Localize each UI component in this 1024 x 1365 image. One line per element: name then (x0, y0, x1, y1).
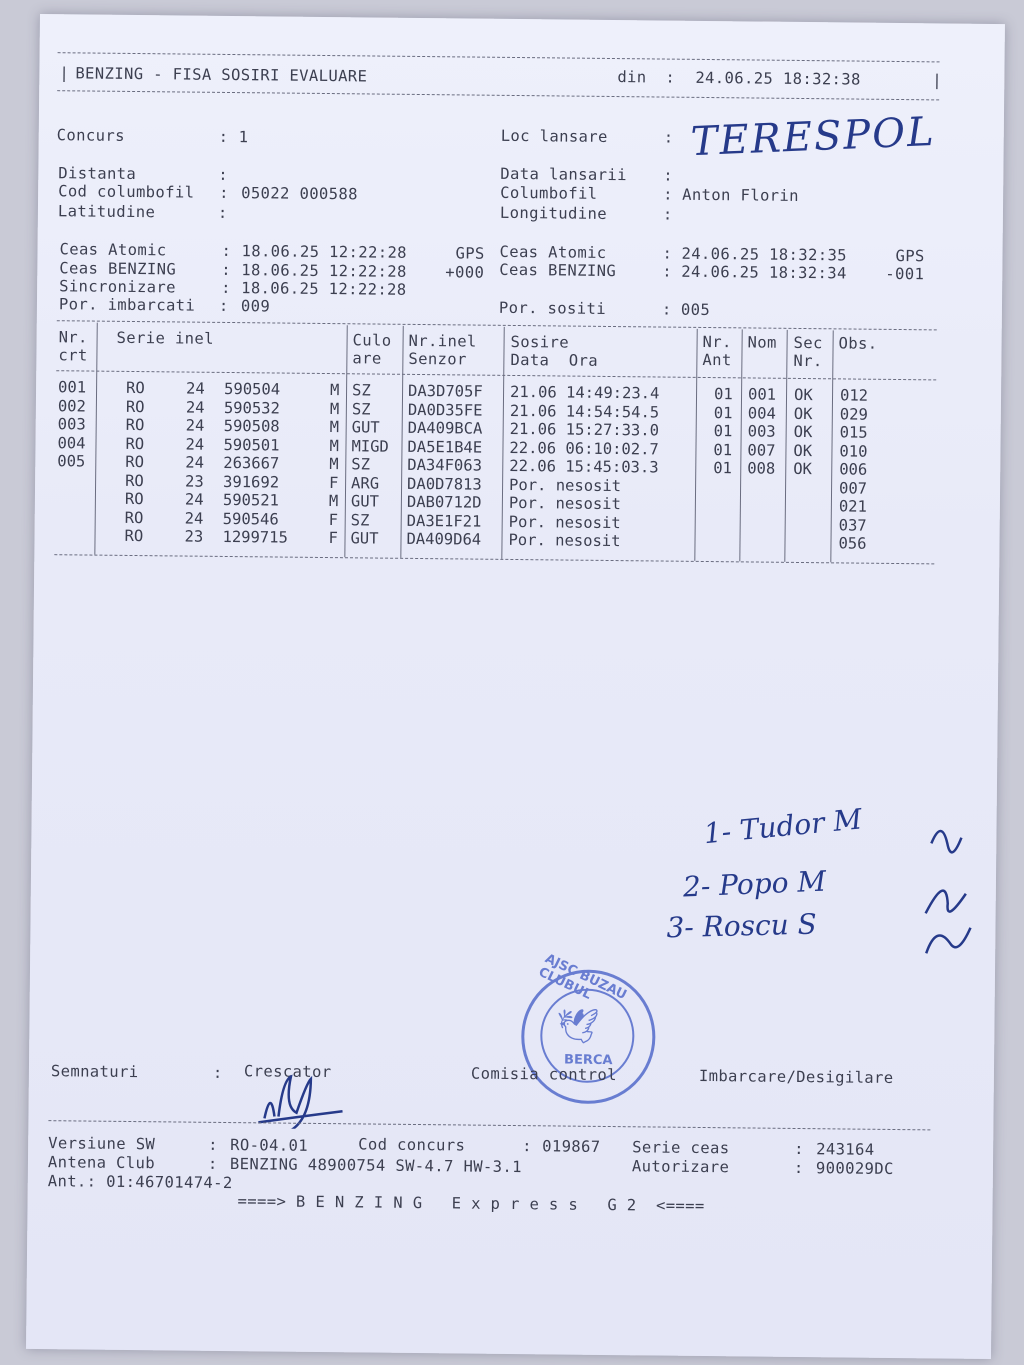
th-sec-2: Nr. (793, 351, 823, 371)
th-sec-1: Sec (793, 333, 823, 353)
antena-value: BENZING 48900754 SW-4.7 HW-3.1 (229, 1155, 523, 1177)
colon: : (662, 205, 673, 224)
latitudine-label: Latitudine (57, 202, 156, 222)
cell-inel: 590521 (222, 490, 280, 510)
ceas-benzing-start-label: Ceas BENZING (59, 259, 177, 279)
cell-sex: M (328, 492, 339, 511)
cell-nr: 002 (57, 396, 86, 416)
cell-sex: F (329, 473, 339, 492)
cell-inel: 590504 (223, 379, 281, 399)
cell-inel: 263667 (223, 453, 280, 473)
ceas-benzing-start: 18.06.25 12:22:28 (241, 261, 407, 281)
cell-nom: 001 (747, 385, 777, 404)
cell-an: 24 (184, 490, 204, 509)
ceas-atomic-end-label: Ceas Atomic (499, 242, 607, 262)
cell-nom: 007 (747, 440, 776, 460)
por-imbarcati-label: Por. imbarcati (58, 295, 196, 315)
handwritten-note: 1- Tudor M (702, 802, 864, 851)
cell-an: 24 (184, 509, 204, 528)
ceas-benzing-start-extra: +000 (445, 263, 485, 282)
colon: : (662, 262, 673, 281)
versiune-value: RO-04.01 (230, 1136, 309, 1155)
cell-cul: SZ (351, 455, 371, 474)
colon: : (218, 127, 229, 146)
ceas-atomic-end-extra: GPS (895, 246, 925, 266)
cell-an: 24 (185, 453, 205, 472)
cell-sec: OK (793, 422, 813, 442)
cell-inel: 590508 (223, 416, 280, 436)
benzing-banner: ====> B E N Z I N G E x p r e s s G 2 <==== (237, 1192, 705, 1216)
longitudine-label: Longitudine (499, 203, 608, 223)
cell-ant: 01 (713, 422, 733, 441)
cell-an: 24 (185, 435, 205, 454)
serie-ceas-label: Serie ceas (632, 1138, 730, 1158)
th-nr-ant-1: Nr. (702, 332, 732, 352)
cell-obs: 007 (838, 478, 868, 498)
cod-columbofil-value: 05022 000588 (241, 184, 359, 204)
colon: : (661, 300, 672, 319)
printout-sheet (26, 14, 1005, 1359)
cell-inel: 391692 (223, 472, 280, 492)
col-divider (830, 330, 833, 562)
cell-cul: GUT (350, 529, 379, 548)
cell-ant: 01 (713, 385, 733, 404)
data-lansarii-label: Data lansarii (500, 164, 627, 185)
th-crt: crt (58, 346, 88, 365)
colon: : (221, 260, 232, 280)
cell-inel: 590501 (223, 435, 280, 455)
th-obs: Obs. (838, 334, 878, 353)
table-bottom-border (54, 554, 934, 564)
cell-senzor: DA3D705F (407, 381, 483, 401)
cell-cul: GUT (350, 492, 380, 511)
cell-obs: 021 (838, 497, 867, 516)
ceas-benzing-end-label: Ceas BENZING (499, 260, 617, 281)
cell-tara: RO (125, 378, 145, 398)
loc-lansare-handwritten: TERESPOL (689, 108, 937, 166)
cell-sosire: 21.06 14:49:23.4 (509, 382, 660, 403)
cell-tara: RO (124, 489, 144, 509)
col-divider (501, 327, 504, 559)
cell-tara: RO (125, 415, 145, 435)
versiune-label: Versiune SW (48, 1134, 156, 1154)
cell-senzor: DA0D35FE (407, 400, 483, 420)
th-culoare-2: are (352, 349, 382, 368)
cell-cul: SZ (351, 381, 371, 400)
handwritten-initials (920, 803, 982, 964)
serie-ceas-value: 243164 (816, 1140, 875, 1159)
col-divider (94, 323, 97, 555)
header-bar-right: | (932, 71, 943, 90)
cell-nr: 001 (57, 378, 87, 397)
cell-tara: RO (124, 526, 144, 546)
col-divider (739, 329, 742, 561)
cell-tara: RO (124, 508, 144, 527)
cell-cul: MIGD (351, 436, 389, 456)
sincronizare-label: Sincronizare (59, 277, 177, 297)
th-nom: Nom (747, 333, 777, 352)
colon: : (663, 128, 674, 147)
cell-senzor: DA34F063 (407, 455, 483, 475)
date-colon: : (665, 68, 676, 87)
crescator-label: Crescator (243, 1062, 332, 1082)
colon: : (522, 1137, 532, 1156)
stamp-bottom-text: BERCA (563, 1052, 613, 1069)
cell-sex: M (329, 381, 340, 400)
cell-nom: 004 (747, 403, 776, 423)
initials-stroke (925, 831, 971, 954)
colon: : (221, 241, 232, 261)
por-imbarcati-value: 009 (240, 297, 271, 316)
cell-ant: 01 (713, 440, 733, 459)
autorizare-value: 900029DC (815, 1159, 894, 1179)
print-date: 24.06.25 18:32:38 (695, 68, 861, 89)
por-sositi-label: Por. sositi (498, 298, 607, 318)
cell-cul: ARG (351, 473, 380, 493)
cell-sosire: Por. nesosit (508, 512, 621, 532)
antena-id: Ant.: 01:46701474-2 (47, 1172, 233, 1193)
loc-lansare-label: Loc lansare (500, 126, 608, 146)
cod-columbofil-label: Cod columbofil (58, 182, 195, 202)
cell-obs: 012 (839, 386, 869, 405)
cell-sec: OK (793, 385, 813, 405)
stamp-top-text: AJSC BUZAU CLUBUL (536, 951, 629, 1004)
colon: : (794, 1139, 804, 1159)
cell-obs: 010 (839, 441, 868, 461)
cell-senzor: DA0D7813 (407, 474, 482, 494)
colon: : (662, 244, 673, 263)
cell-sosire: 21.06 15:27:33.0 (509, 419, 660, 440)
cell-sec: OK (793, 459, 813, 479)
cell-cul: GUT (351, 418, 380, 437)
cell-senzor: DA5E1B4E (407, 437, 483, 457)
page-title: BENZING - FISA SOSIRI EVALUARE (75, 64, 368, 86)
colon: : (217, 203, 228, 222)
cell-sex: F (328, 510, 339, 529)
colon: : (663, 185, 673, 204)
cell-tara: RO (125, 434, 145, 453)
crescator-signature (256, 1068, 347, 1129)
cell-ant: 01 (713, 403, 733, 422)
colon: : (218, 165, 229, 184)
columbofil-label: Columbofil (500, 183, 598, 203)
colon: : (221, 278, 231, 298)
cell-nom: 003 (747, 422, 776, 441)
cell-obs: 006 (839, 460, 868, 479)
col-divider (784, 330, 787, 562)
cell-an: 24 (185, 379, 205, 398)
colon: : (207, 1154, 218, 1173)
cod-concurs-label: Cod concurs (358, 1135, 466, 1155)
concurs-value: 1 (238, 128, 249, 147)
th-serie-inel: Serie inel (116, 328, 215, 348)
colon: : (793, 1158, 804, 1178)
colon: : (218, 296, 229, 315)
ceas-benzing-end-extra: -001 (885, 264, 925, 284)
autorizare-label: Autorizare (631, 1157, 730, 1177)
handwritten-note: 3- Roscu S (666, 907, 818, 945)
th-sosire: Sosire (510, 332, 570, 352)
colon: : (219, 183, 229, 202)
cell-sex: M (329, 436, 339, 455)
cell-sosire: 22.06 15:45:03.3 (509, 456, 659, 477)
cell-tara: RO (125, 397, 145, 416)
cell-tara: RO (125, 471, 144, 490)
ceas-atomic-end: 24.06.25 18:32:35 (681, 244, 848, 265)
cell-obs: 056 (838, 534, 867, 553)
signature-stroke (258, 1076, 343, 1129)
cell-inel: 590532 (223, 398, 280, 418)
cell-cul: SZ (351, 399, 371, 418)
cell-nr: 004 (57, 433, 86, 452)
cell-an: 24 (185, 398, 205, 417)
th-nr-inel: Nr.inel (408, 331, 477, 351)
th-nr: Nr. (58, 328, 88, 347)
th-culoare-1: Culo (352, 331, 392, 350)
header-bar-left: | (59, 64, 70, 83)
colon: : (663, 166, 674, 185)
antena-label: Antena Club (47, 1153, 156, 1173)
cell-cul: SZ (350, 510, 370, 529)
cell-obs: 015 (839, 423, 868, 442)
ceas-atomic-start: 18.06.25 12:22:28 (241, 242, 408, 262)
col-divider (344, 325, 347, 557)
cod-concurs-value: 019867 (542, 1137, 601, 1156)
cell-sec: OK (793, 404, 813, 423)
club-stamp (521, 951, 656, 1104)
columbofil-value: Anton Florin (682, 185, 800, 205)
cell-sex: F (328, 529, 338, 548)
ceas-atomic-start-label: Ceas Atomic (59, 240, 167, 260)
header-top-border (58, 52, 940, 62)
cell-sosire: Por. nesosit (508, 493, 621, 514)
sincronizare-value: 18.06.25 12:22:28 (241, 279, 407, 299)
cell-obs: 029 (839, 404, 868, 424)
cell-sosire: 21.06 14:54:54.5 (509, 401, 660, 422)
cell-senzor: DA409D64 (406, 529, 482, 549)
colon: : (208, 1135, 218, 1154)
cell-sex: M (329, 418, 340, 437)
cell-nr: 003 (57, 415, 86, 434)
header-bottom-border (57, 90, 939, 100)
ceas-benzing-end: 24.06.25 18:32:34 (681, 262, 847, 283)
cell-inel: 1299715 (222, 527, 288, 547)
handwritten-note: 2- Popo M (682, 864, 827, 904)
distanta-label: Distanta (58, 164, 137, 184)
footer-top-border (48, 1120, 930, 1130)
cell-sosire: 22.06 06:10:02.7 (509, 438, 659, 459)
cell-sex: M (329, 399, 340, 418)
th-data-ora: Data Ora (510, 350, 599, 370)
cell-obs: 037 (838, 515, 867, 535)
colon: : (212, 1063, 223, 1082)
cell-nr: 005 (57, 452, 86, 471)
cell-inel: 590546 (222, 509, 279, 529)
cell-senzor: DA409BCA (407, 418, 483, 438)
imbarcare-label: Imbarcare/Desigilare (698, 1066, 894, 1087)
cell-sosire: Por. nesosit (508, 530, 621, 551)
cell-an: 23 (185, 472, 204, 491)
semnaturi-label: Semnaturi (50, 1062, 139, 1082)
cell-nom: 008 (747, 459, 776, 478)
ceas-atomic-start-extra: GPS (455, 244, 485, 263)
col-divider (694, 329, 697, 561)
dove-icon: 🕊 (556, 1006, 600, 1047)
cell-sex: M (329, 455, 339, 474)
cell-senzor: DAB0712D (406, 492, 482, 512)
col-divider (400, 326, 403, 558)
concurs-label: Concurs (56, 126, 125, 145)
cell-an: 24 (185, 416, 205, 435)
cell-senzor: DA3E1F21 (406, 511, 482, 531)
cell-an: 23 (184, 527, 204, 546)
por-sositi-value: 005 (680, 300, 711, 320)
cell-ant: 01 (713, 459, 733, 478)
cell-tara: RO (125, 452, 145, 472)
th-nr-ant-2: Ant (702, 350, 732, 370)
cell-sosire: Por. nesosit (509, 475, 622, 495)
comisia-label: Comisia control (470, 1064, 617, 1085)
th-senzor: Senzor (408, 349, 467, 369)
cell-sec: OK (793, 441, 813, 460)
date-label: din (617, 68, 647, 87)
